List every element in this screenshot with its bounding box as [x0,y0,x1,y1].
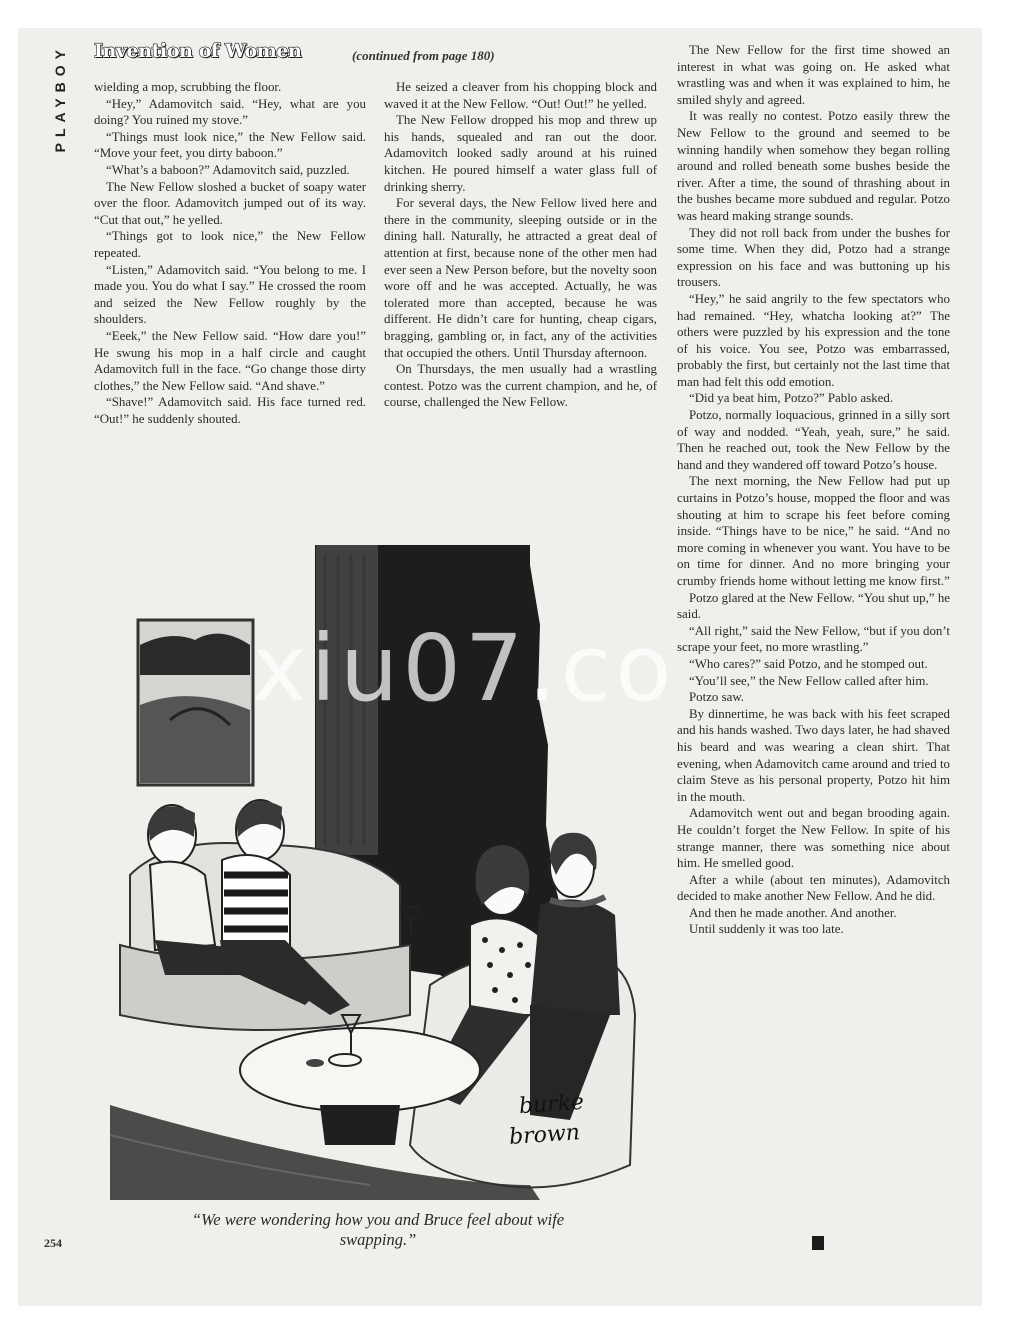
signature-line-2: brown [508,1120,581,1151]
bunny-end-mark-icon [812,1236,824,1250]
paragraph: The New Fellow dropped his mop and threw up his hands, squealed and ran out the door. Adamovitch looked sadly around at his ruined kitchen. He poured himself a water glass full of drinking sherry. [384,113,657,194]
paragraph: The New Fellow sloshed a bucket of soapy water over the floor. Adamovitch jumped out of its way. “Cut that out,” he yelled. [94,179,366,227]
paragraph: “Did ya beat him, Potzo?” Pablo asked. [689,391,894,406]
cartoonist-signature [508,1088,587,1152]
paragraph: The New Fellow for the first time showed an interest in what was going on. He asked what wrastling was and when it was explained to him, he smiled shyly and agreed. [677,43,950,107]
paragraph: On Thursdays, the men usually had a wrastling contest. Potzo was the current champion, and he, of course, challenged the New Fellow. [384,362,657,410]
watermark: xiu07.co [252,615,676,722]
text-column-1 [94,79,366,427]
magazine-name-vertical: PLAYBOY [52,44,68,153]
paragraph: “What’s a baboon?” Adamovitch said, puzzled. [106,162,350,177]
paragraph: He seized a cleaver from his chopping block and waved it at the New Fellow. “Out! Out!” he yelled. [384,80,657,111]
paragraph: “Things got to look nice,” the New Fellow repeated. [94,229,366,260]
paragraph: “Who cares?” said Potzo, and he stomped out. [689,656,928,671]
paragraph: Potzo glared at the New Fellow. “You shut up,” he said. [677,590,950,622]
paragraph: And then he made another. And another. [689,905,897,920]
paragraph: wielding a mop, scrubbing the floor. [94,80,282,94]
page-number: 254 [44,1236,62,1250]
paragraph: “Listen,” Adamovitch said. “You belong to me. I made you. You do what I say.” He crossed the room and seized the New Fellow roughly by the shoulders. [94,262,366,327]
paragraph: The next morning, the New Fellow had put up curtains in Potzo’s house, mopped the floor and was shouting at him to scrape his feet before coming inside. “Things have to be nice,” he said. “And no more coming in whenever you want. You have to be on time for dinner. And no more bringing your crumby friends home without letting me know first.” [677,474,950,588]
signature-line-1: burke [518,1089,585,1120]
paragraph: “Shave!” Adamovitch said. His face turned red. “Out!” he suddenly shouted. [94,395,366,426]
paragraph: By dinnertime, he was back with his feet scraped and his hands washed. Two days later, he had shaved his beard and was wearing a clean shirt. That evening, when Adamovitch came around and tried to claim Steve as his personal property, Potzo hit him in the mouth. [677,706,950,804]
paragraph: Potzo, normally loquacious, grinned in a silly sort of way and nodded. “Yeah, yeah, sure,” he said. Then he reached out, took the New Fellow by the hand and they wandered off toward Potzo’s house. [677,408,950,472]
paragraph: It was really no contest. Potzo easily threw the New Fellow to the ground and seemed to be winning handily when somehow they began rolling around and rolled beneath some bushes beside the river. After a time, the sound of thrashing about in the bushes became more subdued and regular. Potzo was heard making strange sounds. [677,109,950,223]
paragraph: After a while (about ten minutes), Adamovitch decided to make another New Fellow. And he did. [677,872,950,904]
paragraph: “Eeek,” the New Fellow said. “How dare you!” He swung his mop in a half circle and caught Adamovitch full in the face. “Go change those dirty clothes,” the New Fellow said. “And shave.” [94,328,366,393]
paragraph: “Hey,” Adamovitch said. “Hey, what are you doing? You ruined my stove.” [94,96,366,128]
paragraph: They did not roll back from under the bushes for some time. When they did, Potzo had a strange expression on his face and was buttoning up his trousers. [677,225,950,290]
article-title: Invention of Women [94,40,302,62]
cartoon-illustration [110,545,660,1200]
paragraph: “All right,” said the New Fellow, “but if you don’t scrape your feet, no more wrastling.” [677,623,950,655]
text-column-3 [677,42,950,938]
paragraph: Potzo saw. [689,690,745,705]
paragraph: “You’ll see,” the New Fellow called after him. [689,673,929,688]
paragraph: For several days, the New Fellow lived here and there in the community, sleeping outside or in the dining hall. Naturally, he attracted a great deal of attention at first, because none of the other men had ever seen a New Person before, but the novelty soon wore off and he was accepted. Actually, he was tolerated more than accepted, because he was different. He didn’t care for hunting, cheap cigars, bragging, gambling or, in fact, any of the activities that occupied the others. Until Thursday afternoon. [384,196,657,360]
continued-note: (continued from page 180) [352,48,495,63]
paragraph: “Hey,” he said angrily to the few spectators who had remained. “Hey, whatcha looking at?” The others were puzzled by his expression and the tone of his voice. You see, Potzo was embarrassed, probably the first, but certainly not the last time that man had felt this odd emotion. [677,291,950,389]
paragraph: “Things must look nice,” the New Fellow said. “Move your feet, you dirty baboon.” [94,129,366,161]
paragraph: Until suddenly it was too late. [689,922,844,937]
text-column-2 [384,79,657,411]
paragraph: Adamovitch went out and began brooding again. He couldn’t forget the New Fellow. In spite of his strange manner, there was something nice about him. He smelled good. [677,806,950,871]
cartoon-caption: “We were wondering how you and Bruce feel about wife swapping.” [191,1210,565,1249]
